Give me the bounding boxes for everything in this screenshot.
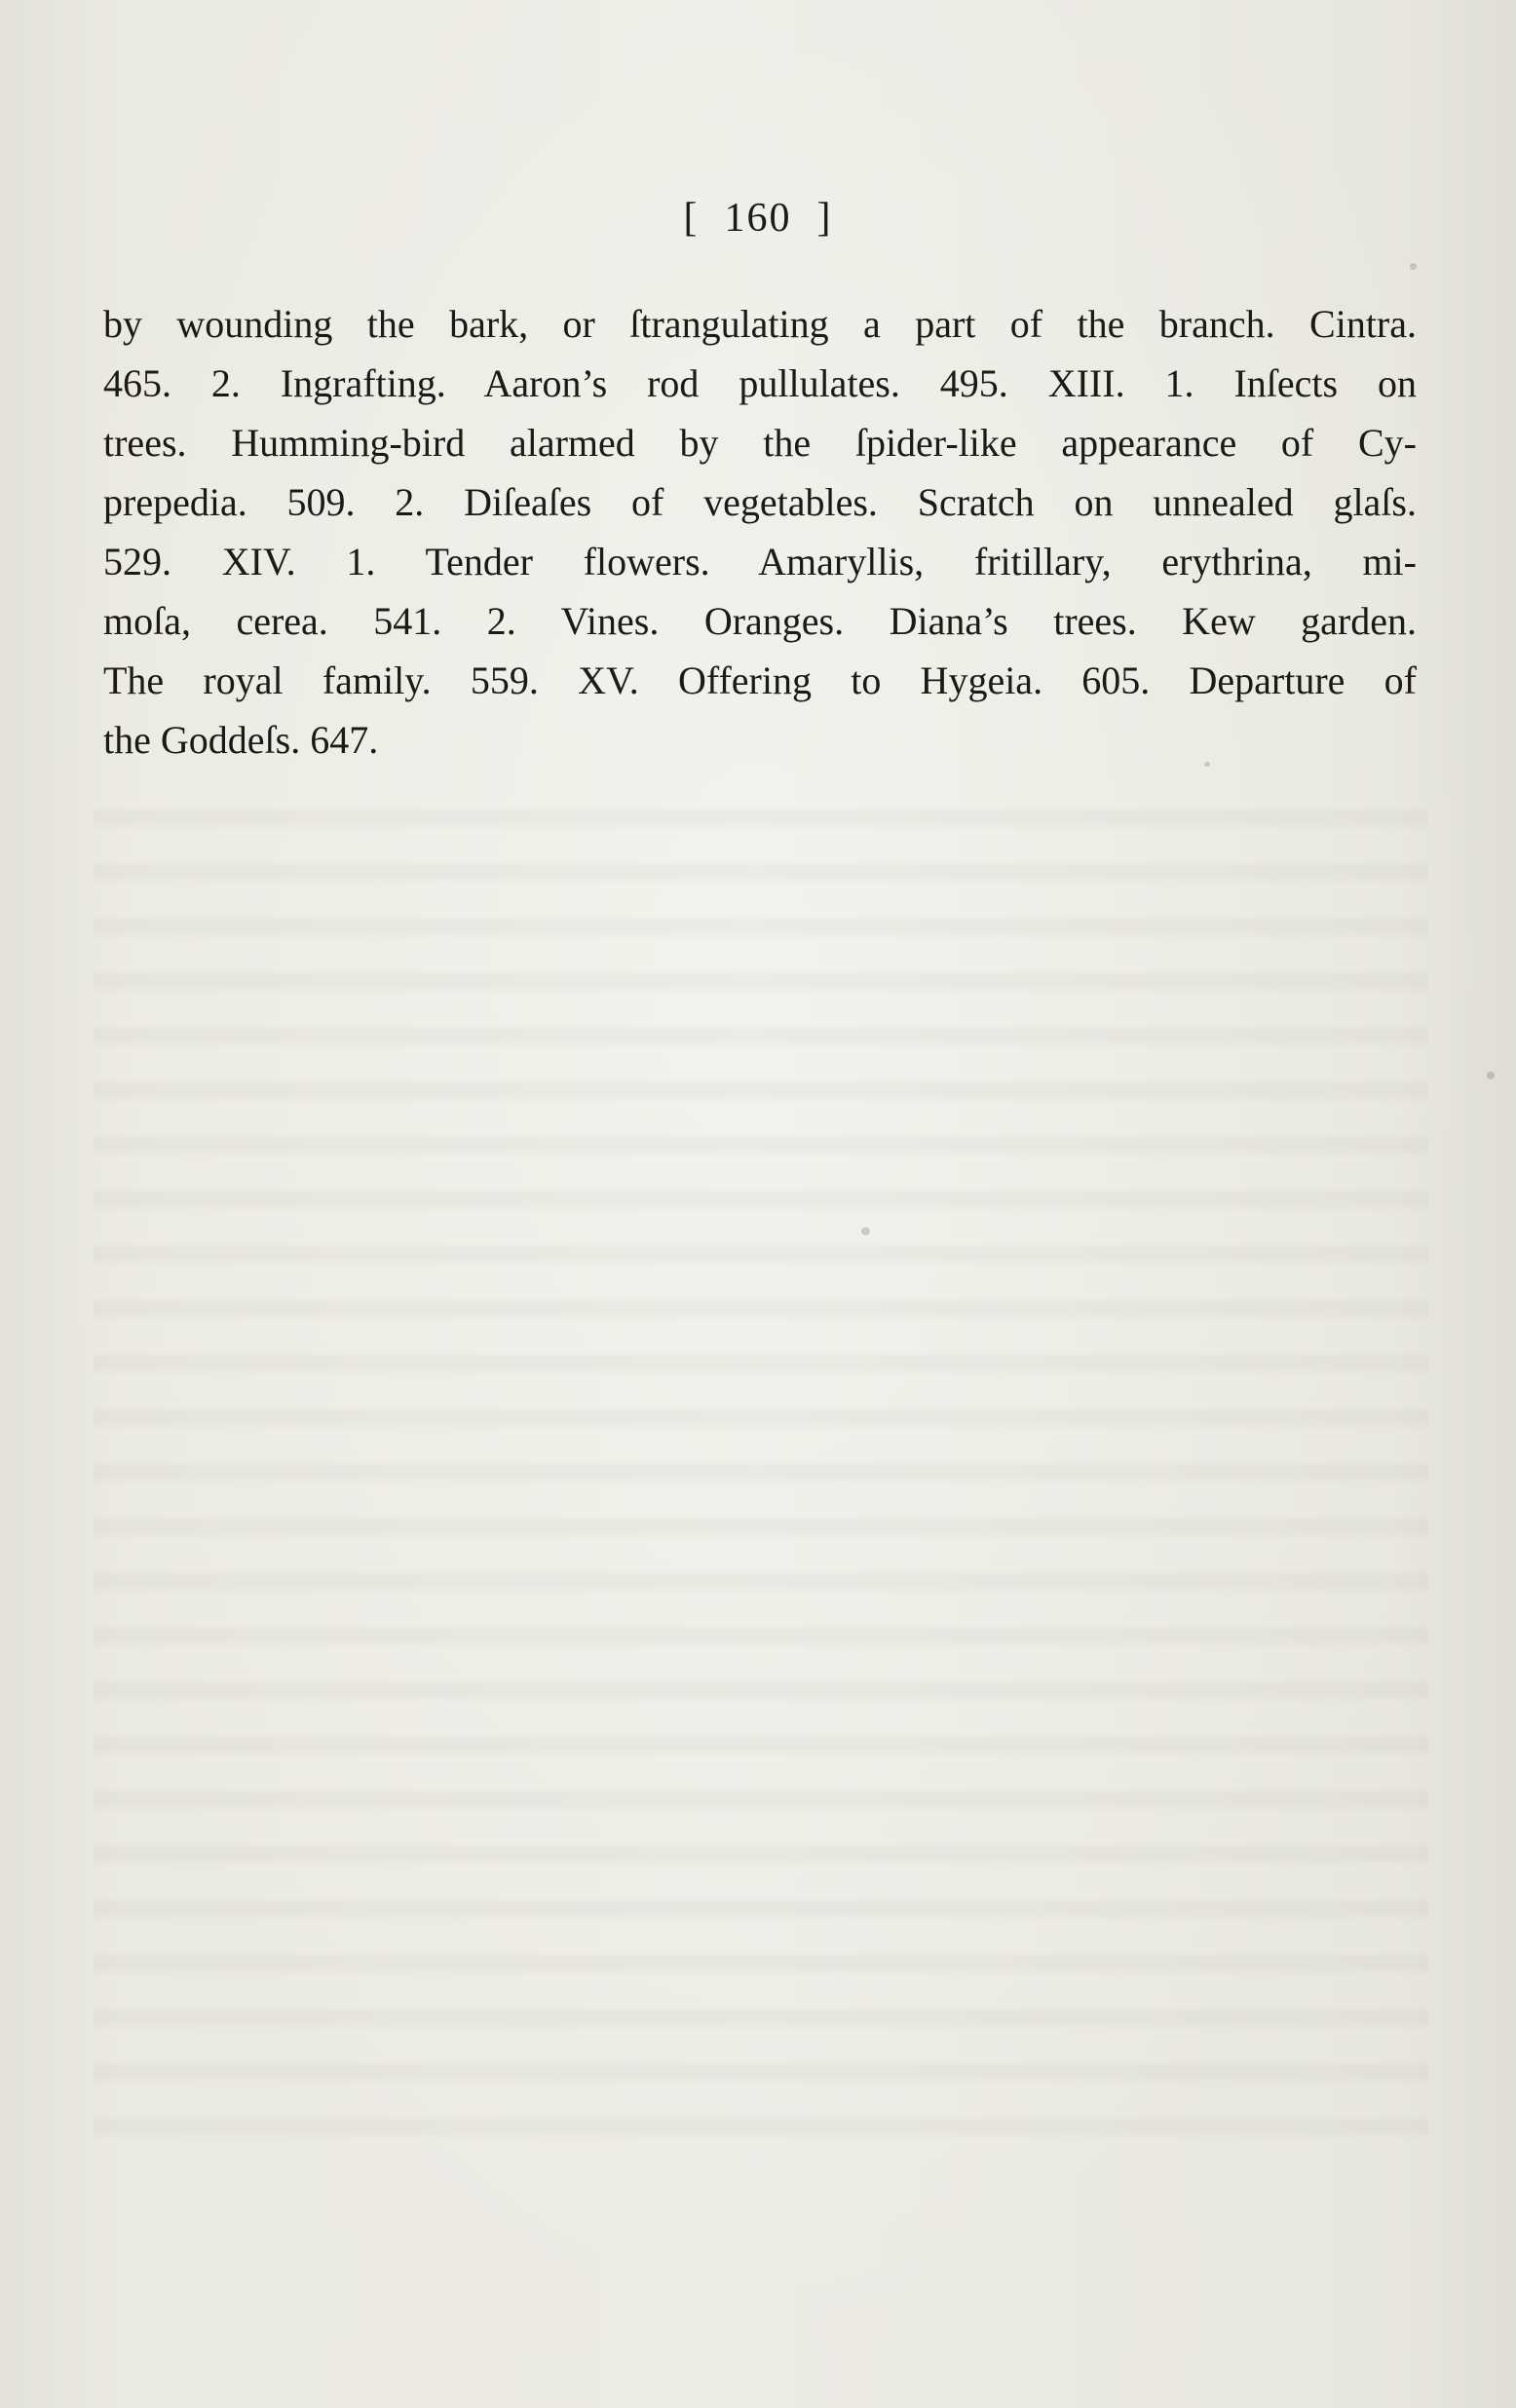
text-line: 529. XIV. 1. Tender flowers. Amaryllis, fritillary, erythrina, mi- (103, 540, 1417, 583)
text-line: prepedia. 509. 2. Diſeaſes of vegetables. Scratch on unnealed glaſs. (103, 480, 1417, 524)
page-header (0, 195, 1516, 242)
paper-speck (1487, 1072, 1495, 1079)
text-line: the Goddeſs. 647. (103, 718, 379, 762)
page-number: 160 (724, 196, 792, 241)
header-bracket-open: [ (683, 196, 700, 241)
text-line: moſa, cerea. 541. 2. Vines. Oranges. Diana’s trees. Kew garden. (103, 599, 1417, 643)
text-line: 465. 2. Ingrafting. Aaron’s rod pullulates. 495. XIII. 1. Inſects on (103, 361, 1417, 405)
text-line: trees. Humming-bird alarmed by the ſpider-like appearance of Cy- (103, 421, 1417, 465)
text-line: The royal family. 559. XV. Offering to Hygeia. 605. Departure of (103, 658, 1417, 702)
paper-speck (1410, 263, 1417, 270)
header-bracket-close: ] (816, 196, 833, 241)
text-line: by wounding the bark, or ſtrangulating a part of the branch. Cintra. (103, 302, 1417, 346)
show-through-text (94, 779, 1428, 2143)
paper-speck (861, 1227, 870, 1235)
body-text (103, 294, 1417, 770)
